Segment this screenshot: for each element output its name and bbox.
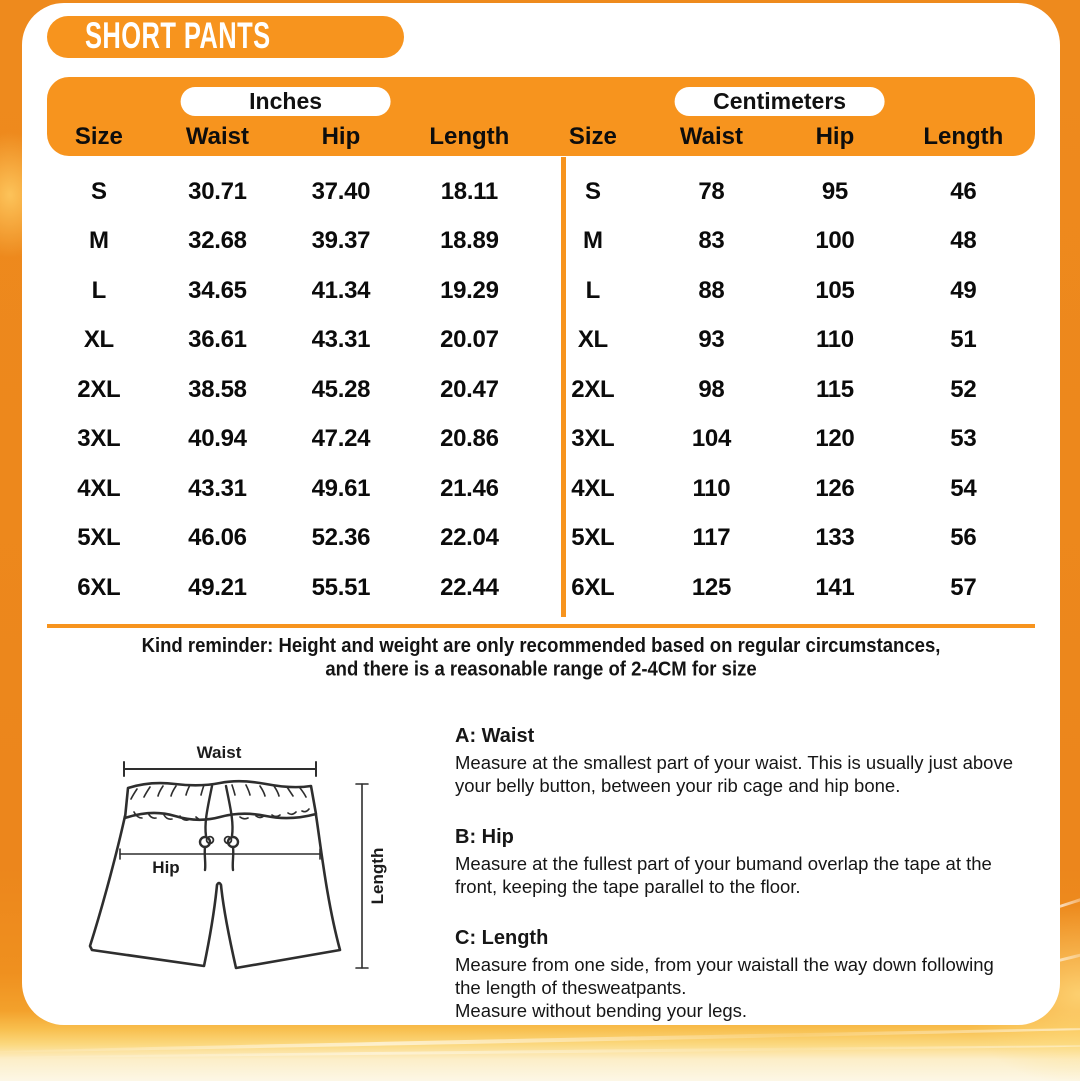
- col-header-waist: Waist: [185, 123, 249, 150]
- length-cell: 22.44: [440, 573, 499, 601]
- col-header-hip: Hip: [321, 123, 361, 150]
- length-cell: 19.29: [440, 276, 499, 304]
- hip-cell: 37.40: [311, 177, 371, 205]
- col-header-hip: Hip: [815, 123, 855, 150]
- centimeters-column-headers: [541, 121, 1035, 153]
- size-cell: 6XL: [77, 573, 121, 601]
- hip-cell: 110: [816, 326, 854, 354]
- table-row: [541, 266, 1035, 316]
- waist-cell: 46.06: [188, 524, 247, 552]
- reminder-line-2: and there is a reasonable range of 2-4CM for size: [325, 658, 757, 681]
- size-cell: L: [91, 276, 107, 304]
- col-header-length: Length: [923, 123, 1004, 150]
- table-divider: [561, 157, 566, 617]
- hip-cell: 52.36: [311, 524, 371, 552]
- hip-cell: 133: [815, 524, 855, 552]
- size-cell: 4XL: [77, 474, 121, 502]
- size-chart-card: [22, 3, 1060, 1025]
- length-cell: 57: [950, 573, 977, 601]
- waist-cell: 49.21: [188, 573, 247, 601]
- waist-cell: 32.68: [188, 227, 247, 255]
- table-row: [47, 266, 541, 316]
- length-cell: 20.07: [440, 326, 499, 354]
- waist-cell: 36.61: [188, 326, 247, 354]
- table-row: [47, 217, 541, 267]
- length-cell: 51: [950, 326, 977, 354]
- waist-cell: 125: [691, 573, 731, 601]
- centimeters-unit-label: Centimeters: [713, 88, 847, 114]
- waist-cell: 78: [698, 177, 725, 205]
- size-cell: 5XL: [77, 524, 121, 552]
- hip-cell: 39.37: [311, 227, 371, 255]
- reminder-line-1: Kind reminder: Height and weight are only recommended based on regular circumstances,: [141, 634, 941, 657]
- table-row: [541, 563, 1035, 613]
- size-cell: S: [91, 177, 107, 205]
- waist-cell: 34.65: [188, 276, 247, 304]
- table-row: [541, 167, 1035, 217]
- waist-cell: 38.58: [188, 375, 247, 403]
- col-header-size: Size: [74, 123, 123, 150]
- hip-cell: 126: [815, 474, 855, 502]
- table-row: [541, 365, 1035, 415]
- table-row: [541, 316, 1035, 366]
- size-cell: 4XL: [571, 474, 615, 502]
- section-divider: [47, 624, 1035, 628]
- guide-body-hip: Measure at the fullest part of your bumand overlap the tape at the front, keeping the tape parallel to the floor.: [455, 853, 992, 897]
- waist-cell: 93: [698, 326, 725, 354]
- hip-cell: 43.31: [311, 326, 371, 354]
- hip-cell: 41.34: [311, 276, 371, 304]
- table-row: [47, 167, 541, 217]
- size-cell: 2XL: [77, 375, 121, 403]
- table-row: [47, 415, 541, 465]
- hip-cell: 105: [815, 276, 855, 304]
- hip-cell: 100: [815, 227, 855, 255]
- col-header-size: Size: [568, 123, 617, 150]
- guide-section-hip: [455, 826, 1015, 898]
- guide-section-length: [455, 927, 1015, 1022]
- waist-cell: 43.31: [188, 474, 247, 502]
- table-row: [541, 217, 1035, 267]
- table-row: [541, 514, 1035, 564]
- waist-cell: 117: [692, 524, 731, 552]
- hip-cell: 141: [815, 573, 855, 601]
- waist-cell: 98: [698, 375, 725, 403]
- reminder-note: [48, 634, 1034, 681]
- length-cell: 48: [950, 227, 977, 255]
- table-row: [47, 464, 541, 514]
- guide-heading-length: C: Length: [455, 927, 549, 949]
- inches-header: [47, 77, 541, 156]
- inches-unit-pill: [181, 87, 391, 116]
- inches-unit-label: Inches: [249, 88, 323, 114]
- guide-body-length: Measure from one side, from your waistall the way down following the length of thesweatpants.: [455, 954, 994, 998]
- hip-cell: 49.61: [311, 474, 371, 502]
- inches-column-headers: [47, 121, 541, 153]
- length-cell: 49: [950, 276, 977, 304]
- inches-table: [47, 155, 541, 613]
- length-cell: 54: [950, 474, 977, 502]
- waist-cell: 83: [698, 227, 725, 255]
- guide-body-waist: Measure at the smallest part of your waist. This is usually just above your belly button, between your rib cage and hip bone.: [455, 752, 1013, 796]
- guide-heading-hip: B: Hip: [455, 826, 514, 848]
- waist-cell: 110: [692, 474, 731, 502]
- length-cell: 52: [950, 375, 977, 403]
- size-cell: 6XL: [571, 573, 615, 601]
- length-cell: 21.46: [440, 474, 499, 502]
- guide-section-waist: [455, 725, 1015, 797]
- waist-cell: 88: [698, 276, 725, 304]
- centimeters-table: [541, 155, 1035, 613]
- diagram-length-label: Length: [368, 847, 387, 905]
- centimeters-header: [541, 77, 1035, 156]
- table-row: [541, 415, 1035, 465]
- page-title: SHORT PANTS: [85, 16, 271, 57]
- length-cell: 46: [950, 177, 977, 205]
- table-row: [541, 464, 1035, 514]
- length-cell: 53: [950, 425, 977, 453]
- centimeters-unit-pill: [675, 87, 885, 116]
- shorts-measurement-diagram: [80, 736, 398, 998]
- diagram-waist-label: Waist: [196, 743, 242, 762]
- size-cell: M: [89, 227, 109, 255]
- guide-body-length-note: Measure without bending your legs.: [455, 1000, 748, 1021]
- length-cell: 18.89: [440, 227, 499, 255]
- table-header: [47, 77, 1035, 156]
- waist-cell: 104: [691, 425, 731, 453]
- table-row: [47, 514, 541, 564]
- size-cell: 2XL: [571, 375, 615, 403]
- waist-cell: 30.71: [188, 177, 247, 205]
- title-banner: [47, 16, 404, 58]
- measure-guide: [455, 725, 1015, 1051]
- length-cell: 56: [950, 524, 977, 552]
- size-cell: M: [583, 227, 603, 255]
- hip-cell: 115: [816, 375, 854, 403]
- size-cell: 3XL: [571, 425, 615, 453]
- hip-cell: 55.51: [311, 573, 371, 601]
- length-cell: 22.04: [440, 524, 499, 552]
- size-cell: 5XL: [571, 524, 615, 552]
- guide-heading-waist: A: Waist: [455, 725, 535, 747]
- size-cell: S: [585, 177, 601, 205]
- size-cell: XL: [577, 326, 608, 354]
- length-cell: 20.47: [440, 375, 499, 403]
- table-row: [47, 316, 541, 366]
- size-cell: L: [585, 276, 601, 304]
- col-header-waist: Waist: [679, 123, 743, 150]
- length-cell: 18.11: [440, 177, 498, 205]
- waist-cell: 40.94: [188, 425, 247, 453]
- table-row: [47, 563, 541, 613]
- size-cell: 3XL: [77, 425, 121, 453]
- hip-cell: 95: [821, 177, 848, 205]
- hip-cell: 45.28: [311, 375, 371, 403]
- hip-cell: 120: [815, 425, 855, 453]
- table-body: [47, 155, 1035, 613]
- hip-cell: 47.24: [311, 425, 371, 453]
- diagram-hip-label: Hip: [152, 858, 180, 877]
- table-row: [47, 365, 541, 415]
- col-header-length: Length: [429, 123, 510, 150]
- length-cell: 20.86: [440, 425, 499, 453]
- size-cell: XL: [83, 326, 114, 354]
